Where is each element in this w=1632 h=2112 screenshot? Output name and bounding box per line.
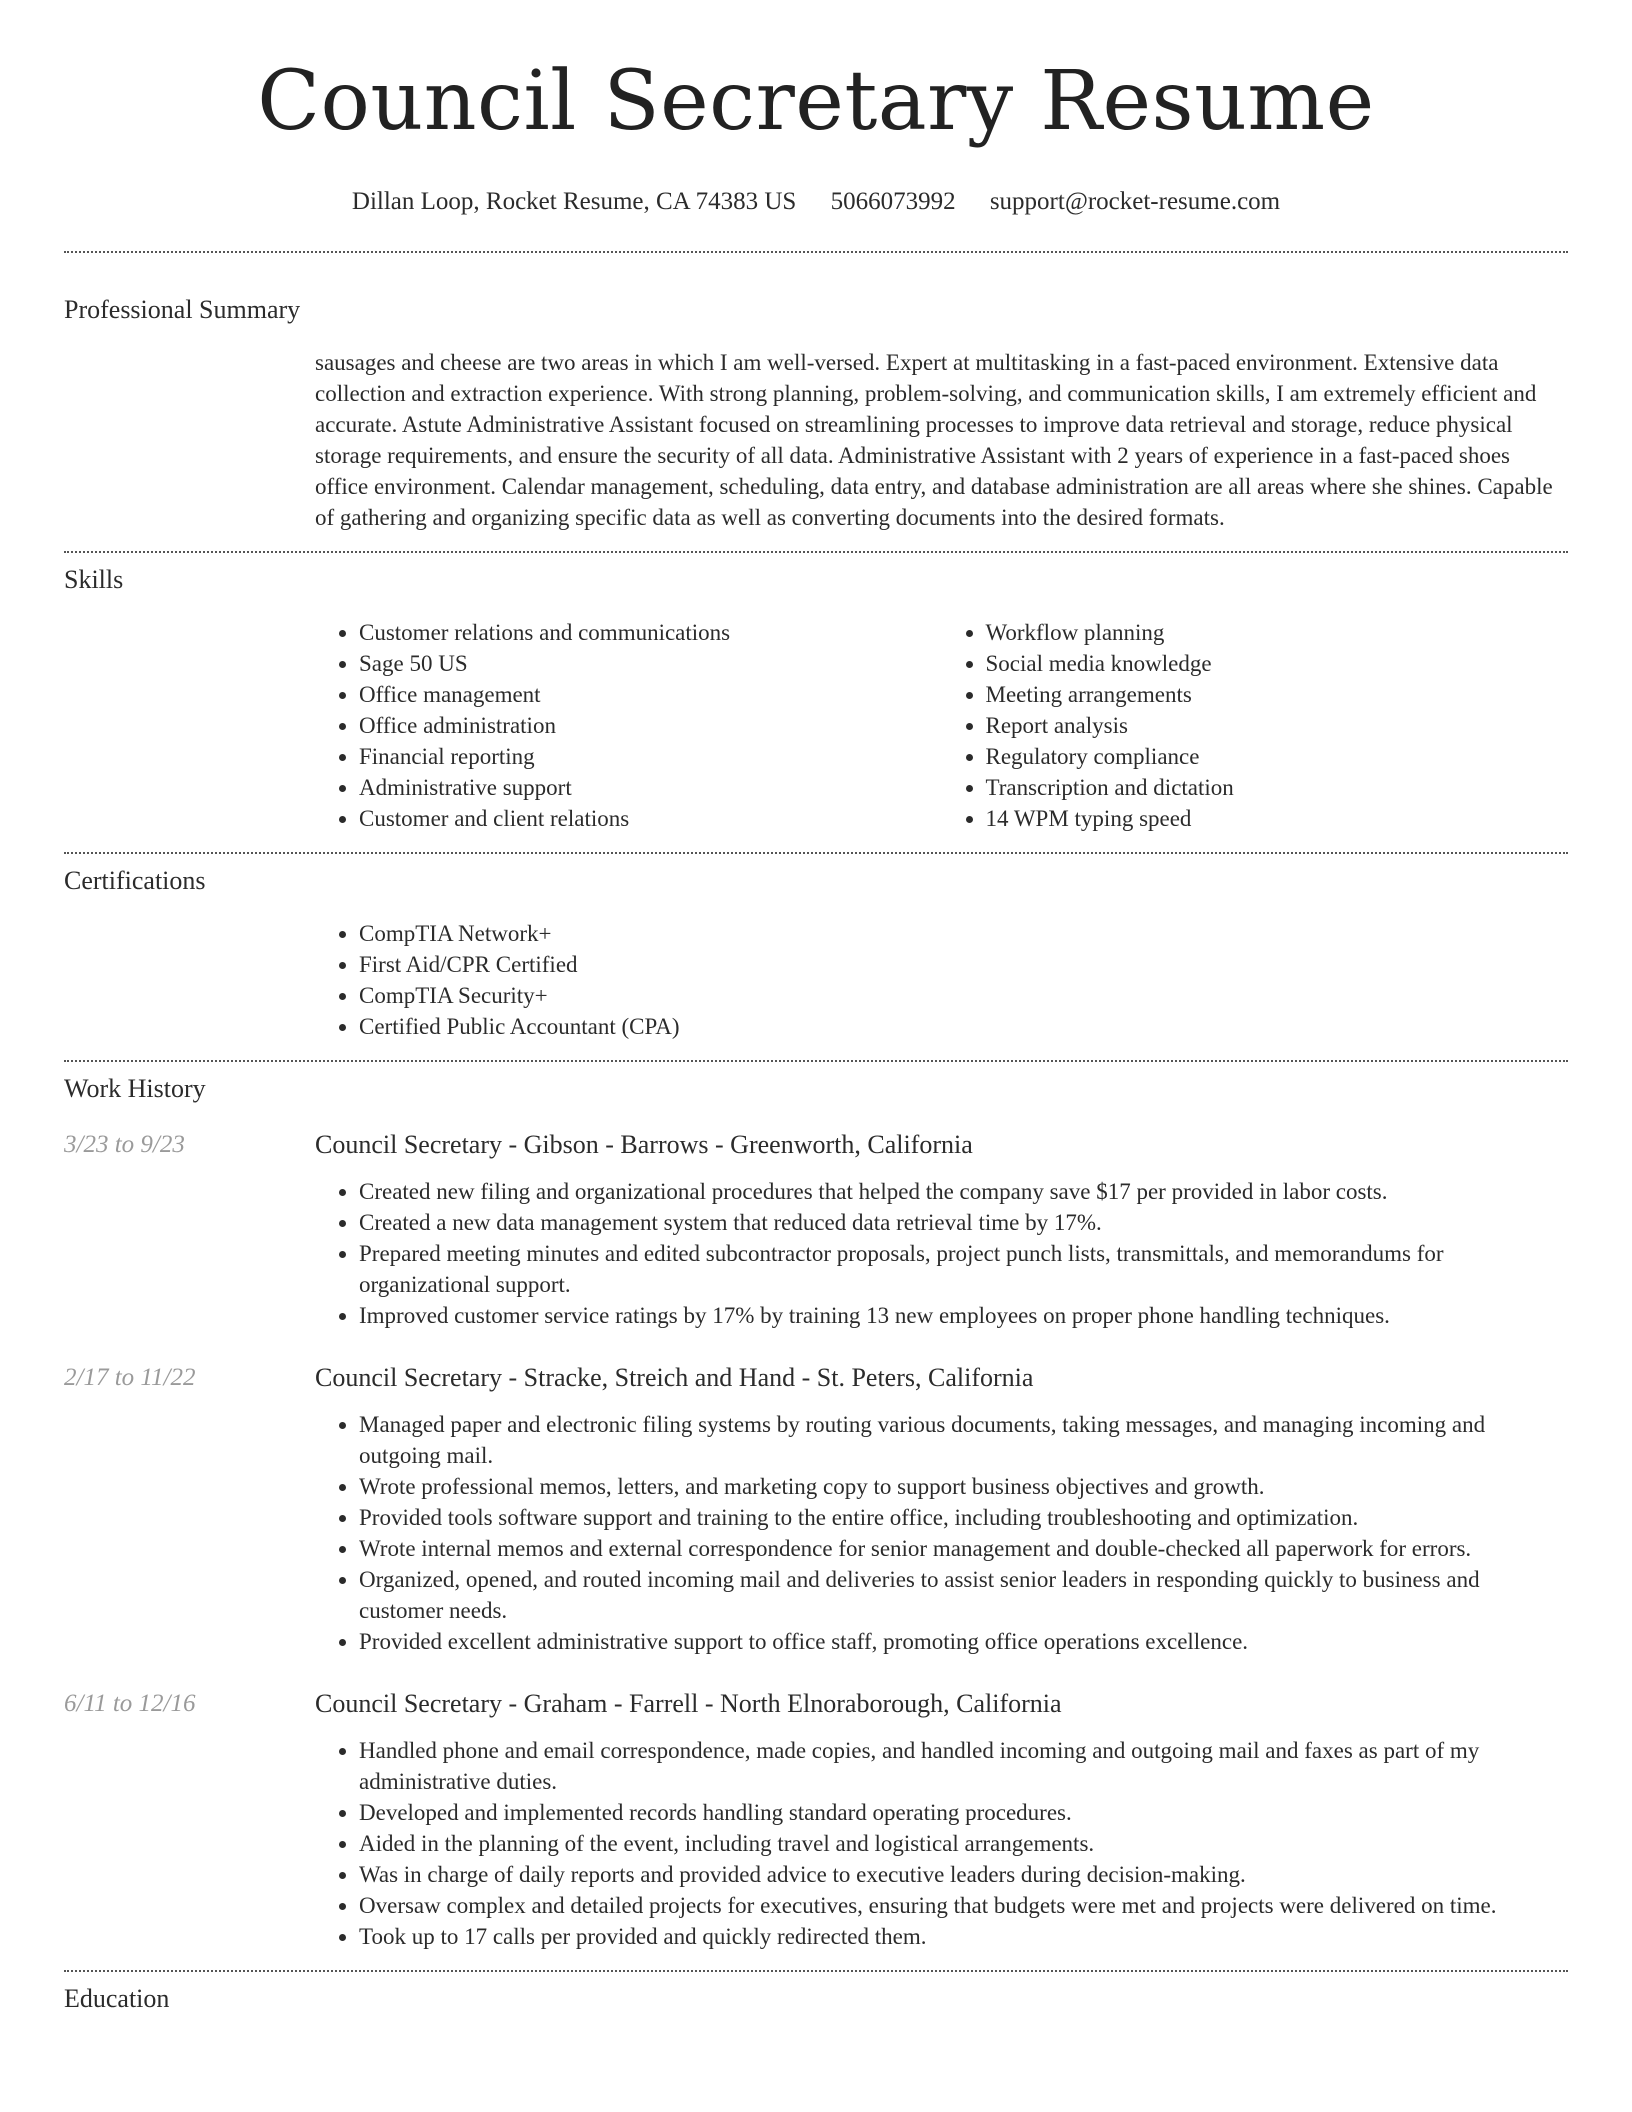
skill-item: • Financial reporting — [359, 741, 942, 772]
skill-item: • 14 WPM typing speed — [986, 803, 1569, 834]
job-bullet: • Provided tools software support and training to the entire office, including troubleshooting and optimization. — [359, 1502, 1568, 1533]
contact-phone: 5066073992 — [830, 188, 956, 215]
skill-item: • Workflow planning — [986, 617, 1569, 648]
skills-right-column — [942, 617, 1569, 834]
contact-address: Dillan Loop, Rocket Resume, CA 74383 US — [351, 188, 797, 215]
job-title: Council Secretary - Stracke, Streich and Hand - St. Peters, California — [315, 1363, 1034, 1392]
resume-title: Council Secretary Resume — [257, 54, 1375, 149]
job-title: Council Secretary - Graham - Farrell - North Elnoraborough, California — [315, 1689, 1062, 1718]
divider — [64, 251, 1568, 253]
job-bullet: • Provided excellent administrative support to office staff, promoting office operations excellence. — [359, 1626, 1568, 1657]
education-heading: Education — [64, 1984, 170, 2013]
job-dates: 3/23 to 9/23 — [64, 1131, 185, 1158]
skill-item: • Meeting arrangements — [986, 679, 1569, 710]
divider — [64, 1060, 1568, 1062]
certification-item: • CompTIA Network+ — [359, 918, 1568, 949]
certification-item: • CompTIA Security+ — [359, 980, 1568, 1011]
contact-line — [64, 188, 1568, 216]
skill-item: • Transcription and dictation — [986, 772, 1569, 803]
skill-item: • Social media knowledge — [986, 648, 1569, 679]
job-bullet: • Organized, opened, and routed incoming mail and deliveries to assist senior leaders in responding quickly to business and customer needs. — [359, 1564, 1568, 1626]
skill-item: • Customer and client relations — [359, 803, 942, 834]
certifications-list — [315, 918, 1568, 1042]
skills-list — [315, 617, 1568, 834]
job-bullet: • Wrote professional memos, letters, and marketing copy to support business objectives and growth. — [359, 1471, 1568, 1502]
job-title: Council Secretary - Gibson - Barrows - Greenworth, California — [315, 1130, 973, 1159]
job-bullet: • Aided in the planning of the event, including travel and logistical arrangements. — [359, 1828, 1568, 1859]
resume-page — [64, 0, 1568, 2014]
skill-item: • Customer relations and communications — [359, 617, 942, 648]
skill-item: • Administrative support — [359, 772, 942, 803]
job-dates: 2/17 to 11/22 — [64, 1364, 196, 1391]
job-bullet: • Created a new data management system that reduced data retrieval time by 17%. — [359, 1207, 1568, 1238]
job-dates: 6/11 to 12/16 — [64, 1690, 196, 1717]
skill-item: • Office management — [359, 679, 942, 710]
job-bullet: • Was in charge of daily reports and provided advice to executive leaders during decision-making. — [359, 1859, 1568, 1890]
job-bullet: • Handled phone and email correspondence, made copies, and handled incoming and outgoing mail and faxes as part of my administrative duties. — [359, 1735, 1568, 1797]
job-bullet: • Prepared meeting minutes and edited subcontractor proposals, project punch lists, transmittals, and memorandums for organizational support. — [359, 1238, 1568, 1300]
job-entry — [64, 1687, 1568, 1952]
job-entry — [64, 1361, 1568, 1657]
job-bullet: • Managed paper and electronic filing systems by routing various documents, taking messages, and managing incoming and outgoing mail. — [359, 1409, 1568, 1471]
skill-item: • Report analysis — [986, 710, 1569, 741]
job-bullet: • Improved customer service ratings by 17% by training 13 new employees on proper phone handling techniques. — [359, 1300, 1568, 1331]
certifications-heading: Certifications — [64, 866, 206, 895]
skill-item: • Sage 50 US — [359, 648, 942, 679]
job-bullet: • Took up to 17 calls per provided and quickly redirected them. — [359, 1921, 1568, 1952]
job-bullet: • Developed and implemented records handling standard operating procedures. — [359, 1797, 1568, 1828]
job-bullets — [315, 1176, 1568, 1331]
certification-item: • Certified Public Accountant (CPA) — [359, 1011, 1568, 1042]
job-bullet: • Created new filing and organizational procedures that helped the company save $17 per provided in labor costs. — [359, 1176, 1568, 1207]
skills-heading: Skills — [64, 565, 124, 594]
work-history-heading: Work History — [64, 1074, 206, 1103]
divider — [64, 852, 1568, 854]
job-bullet: • Oversaw complex and detailed projects for executives, ensuring that budgets were met and projects were delivered on time. — [359, 1890, 1568, 1921]
job-bullets — [315, 1735, 1568, 1952]
divider — [64, 551, 1568, 553]
skills-left-column — [315, 617, 942, 834]
job-entry — [64, 1128, 1568, 1331]
summary-heading: Professional Summary — [64, 295, 301, 324]
job-bullet: • Wrote internal memos and external correspondence for senior management and double-checked all paperwork for errors. — [359, 1533, 1568, 1564]
job-bullets — [315, 1409, 1568, 1657]
divider — [64, 1970, 1568, 1972]
skill-item: • Regulatory compliance — [986, 741, 1569, 772]
certification-item: • First Aid/CPR Certified — [359, 949, 1568, 980]
contact-email: support@rocket-resume.com — [989, 188, 1281, 215]
skill-item: • Office administration — [359, 710, 942, 741]
summary-text: sausages and cheese are two areas in which I am well-versed. Expert at multitasking in a fast-paced environment. Extensive data collection and extraction experience. With strong planning, problem-solving, and communication skills, I am extremely efficient and accurate. Astute Administrative Assistant focused on streamlining processes to improve data retrieval and storage, reduce physical storage requirements, and ensure the security of all data. Administrative Assistant with 2 years of experience in a fast-paced shoes office environment. Calendar management, scheduling, data entry, and database administration are all areas where she shines. Capable of gathering and organizing specific data as well as converting documents into the desired formats. — [315, 350, 1553, 530]
